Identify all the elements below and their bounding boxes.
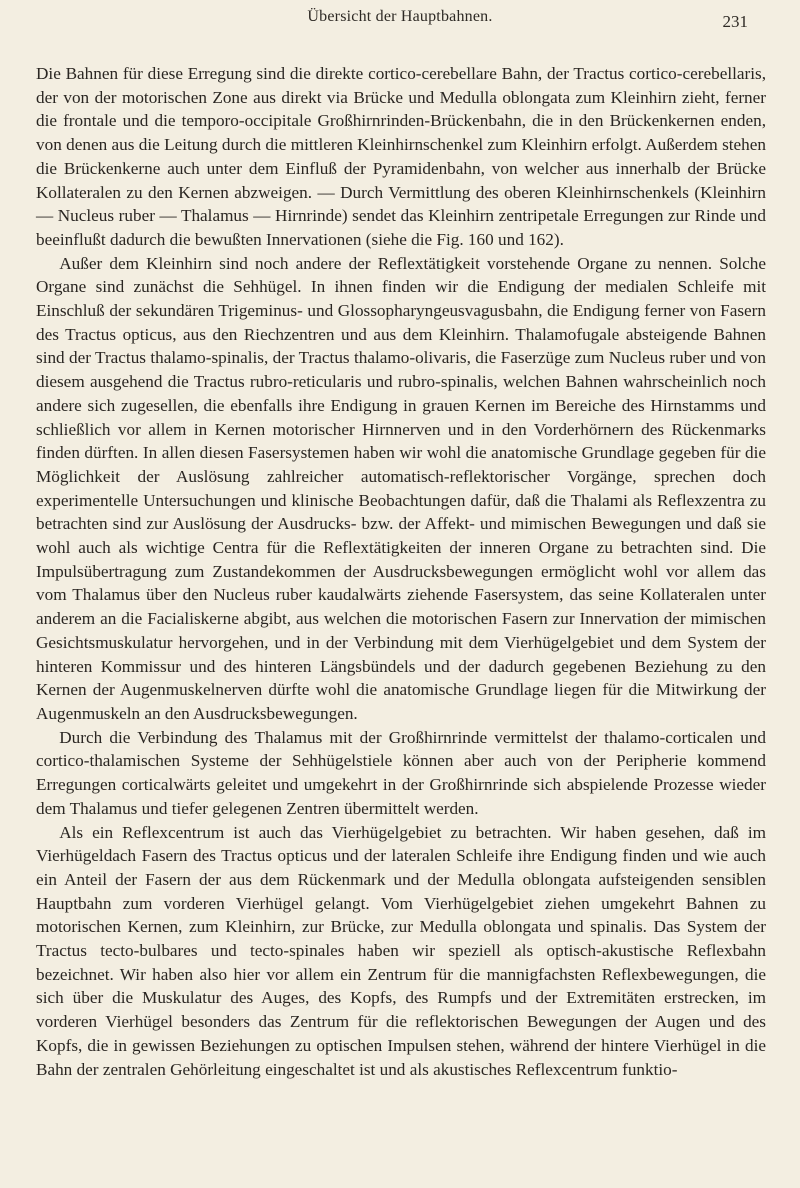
paragraph: Die Bahnen für diese Erregung sind die direkte cortico-cerebellare Bahn, der Tractus cortico-cerebellaris, der von der motorischen Zone aus direkt via Brücke und Medulla oblongata zum Kleinhirn zieht, ferner die frontale und die temporo-occipitale Großhirnrinden-Brückenbahn, die in den Brückenkernen enden, von denen aus die Leitung durch die mittleren Kleinhirnschenkel zum Kleinhirn erfolgt. Außerdem stehen die Brückenkerne auch unter dem Einfluß der Pyramidenbahn, von welcher aus innerhalb der Brücke Kollateralen zu den Kernen abzweigen. — Durch Vermittlung des oberen Kleinhirnschenkels (Kleinhirn — Nucleus ruber — Thalamus — Hirnrinde) sendet das Kleinhirn zentripetale Erregungen zur Rinde und beeinflußt dadurch die bewußten Innervationen (siehe die Fig. 160 und 162). bbox=[36, 64, 766, 249]
paragraph: Als ein Reflexcentrum ist auch das Vierhügelgebiet zu betrachten. Wir haben gesehen, daß im Vierhügeldach Fasern des Tractus opticus und der lateralen Schleife ihre Endigung finden und wie auch ein Anteil der Fasern der aus dem Rückenmark und der Medulla oblongata aufsteigenden sensiblen Hauptbahn zum vorderen Vierhügel gelangt. Vom Vierhügelgebiet ziehen umgekehrt Bahnen zu motorischen Kernen, zum Kleinhirn, zur Brücke, zur Medulla oblongata und spinalis. Das System der Tractus tecto-bulbares und tecto-spinales haben wir speziell als optisch-akustische Reflexbahn bezeichnet. Wir haben also hier vor allem ein Zentrum für die mannigfachsten Reflexbewegungen, die sich über die Muskulatur des Auges, des Kopfs, des Rumpfs und der Extremitäten erstrecken, im vorderen Vierhügel besonders das Zentrum für die reflektorischen Bewegungen der Augen und des Kopfs, die in gewissen Beziehungen zu optischen Impulsen stehen, während der hintere Vierhügel in die Bahn der zentralen Gehörleitung eingeschaltet ist und als akustisches Reflexcentrum funktio- bbox=[36, 822, 766, 1079]
page-number: 231 bbox=[722, 12, 748, 31]
page-header bbox=[0, 6, 800, 34]
body-text bbox=[36, 62, 766, 1081]
paragraph: Außer dem Kleinhirn sind noch andere der Reflextätigkeit vorstehende Organe zu nennen. Solche Organe sind zunächst die Sehhügel. In ihnen finden wir die Endigung der medialen Schleife mit Einschluß der sekundären Trigeminus- und Glossopharyngeusvagusbahn, die Endigung ferner von Fasern des Tractus opticus, aus den Riechzentren und aus dem Kleinhirn. Thalamofugale absteigende Bahnen sind der Tractus thalamo-spinalis, der Tractus thalamo-olivaris, die Faserzüge zum Nucleus ruber und von diesem ausgehend die Tractus rubro-reticularis und rubro-spinalis, welchen Bahnen wahrscheinlich noch andere sich zugesellen, die ebenfalls ihre Endigung in grauen Kernen im Bereiche des Hirnstamms und schließlich vor allem in Kernen motorischer Hirnnerven und in den Vorderhörnern des Rückenmarks finden dürften. In allen diesen Fasersystemen haben wir wohl die anatomische Grundlage gegeben für die Möglichkeit der Auslösung zahlreicher automatisch-reflektorischer Vorgänge, sprechen doch experimentelle Untersuchungen und klinische Beobachtungen dafür, daß die Thalami als Reflexzentra zu betrachten sind zur Auslösung der Ausdrucks- bzw. der Affekt- und mimischen Bewegungen und daß sie wohl auch als wichtige Centra für die Reflextätigkeiten der inneren Organe zu betrachten sind. Die Impulsübertragung zum Zustandekommen der Ausdrucksbewegungen ermöglicht wohl vor allem das vom Thalamus über den Nucleus ruber kaudalwärts ziehende Fasersystem, das seine Kollateralen unter anderem an die Facialiskerne abgibt, aus welchen die motorischen Fasern zur Innervation der mimischen Gesichtsmuskulatur hervorgehen, und in der Verbindung mit dem Vierhügelgebiet und dem System der hinteren Kommissur und des hinteren Längsbündels und der dadurch gegebenen Beziehung zu den Kernen der Augenmuskelnerven dürfte wohl die anatomische Grundlage liegen für die Mitwirkung der Augenmuskeln an den Ausdrucksbewegungen. bbox=[36, 253, 766, 723]
running-head: Übersicht der Hauptbahnen. bbox=[307, 8, 493, 25]
paragraph: Durch die Verbindung des Thalamus mit der Großhirnrinde vermittelst der thalamo-corticalen und cortico-thalamischen Systeme der Sehhügelstiele können aber auch von der Peripherie kommend Erregungen corticalwärts geleitet und umgekehrt in der Großhirnrinde sich abspielende Prozesse wieder dem Thalamus und tiefer gelegenen Zentren übermittelt werden. bbox=[36, 727, 766, 818]
